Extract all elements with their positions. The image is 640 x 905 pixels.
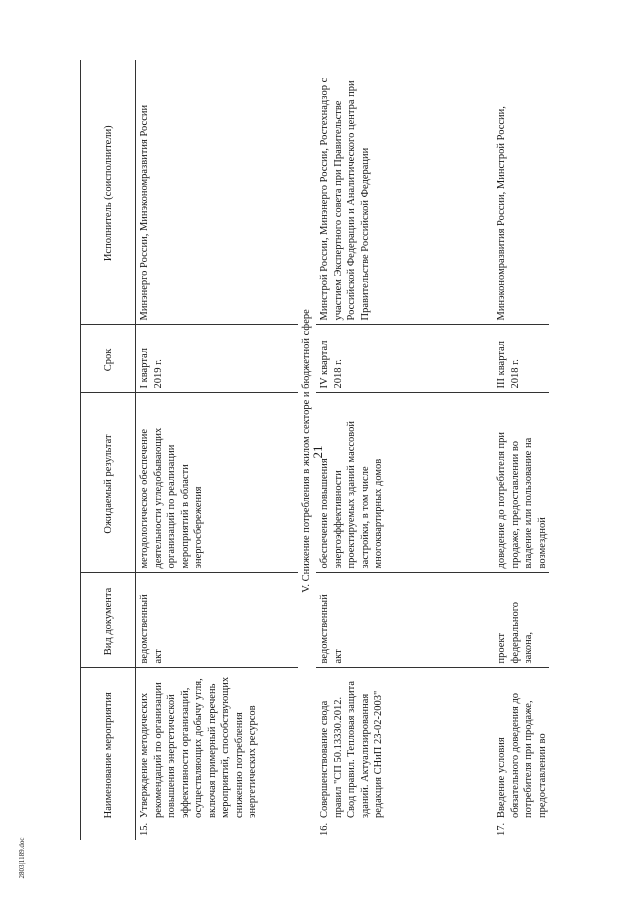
row-number: 15.: [139, 822, 150, 836]
table-row: [316, 60, 493, 840]
document-type: ведомственный акт: [136, 573, 299, 668]
executor: Минстрой России, Минэнерго России, Ростехнадзор с участием Экспертного совета при Правительстве Российской Федерации и Аналитического центра при Правительстве Российской Федерации: [316, 60, 493, 325]
measure-name: Утверждение методических рекомендаций по организации повышения энергетической эффективности организаций, осуществляющих добычу угля, включая примерный перечень мероприятий, способствующих снижению потребления энергетических ресурсов: [139, 676, 258, 818]
table-header-row: [81, 60, 136, 840]
page-number: 21: [310, 445, 325, 459]
column-header-name: Наименование мероприятия: [81, 668, 136, 840]
term: III квартал 2018 г.: [493, 325, 549, 393]
column-header-executor: Исполнитель (соисполнители): [81, 60, 136, 325]
section-heading: V. Снижение потребления в жилом секторе и бюджетной сфере: [301, 309, 312, 593]
table-row: [493, 60, 549, 840]
row-number: 17.: [496, 822, 507, 836]
executor: Минэкономразвития России, Минстрой России,: [493, 60, 549, 325]
expected-result: обеспечение повышения энергоэффективности проектируемых зданий массовой застройки, в том числе многоквартирных домов: [316, 393, 493, 573]
expected-result: доведение до потребителя при продаже, предоставлении во владение или пользование на возмездной: [493, 393, 549, 573]
document-type: ведомственный акт: [316, 573, 493, 668]
rotated-table-container: [80, 60, 548, 840]
executor: Минэнерго России, Минэкономразвития России: [136, 60, 299, 325]
column-header-result: Ожидаемый результат: [81, 393, 136, 573]
term: IV квартал 2018 г.: [316, 325, 493, 393]
table-row: [136, 60, 299, 840]
document-type: проект федерального закона,: [493, 573, 549, 668]
measure-name: Введение условия обязательного доведения до потребителя при продаже, предоставлении во: [496, 692, 548, 818]
footer-doc-code: 2803|1189.doc: [18, 837, 26, 879]
expected-result: методологическое обеспечение деятельности угледобывающих организаций по реализации мероприятий в области энергосбережения: [136, 393, 299, 573]
section-heading-row: [298, 60, 316, 840]
measure-name: Совершенствование свода правил "СП 50.13330.2012. Свод правил. Тепловая защита зданий. Актуализированная редакция СНиП 23-02-2003": [319, 680, 384, 818]
row-number: 16.: [319, 822, 330, 836]
column-header-term: Срок: [81, 325, 136, 393]
term: I квартал 2019 г.: [136, 325, 299, 393]
column-header-doc-type: Вид документа: [81, 573, 136, 668]
measures-table: [80, 60, 549, 840]
